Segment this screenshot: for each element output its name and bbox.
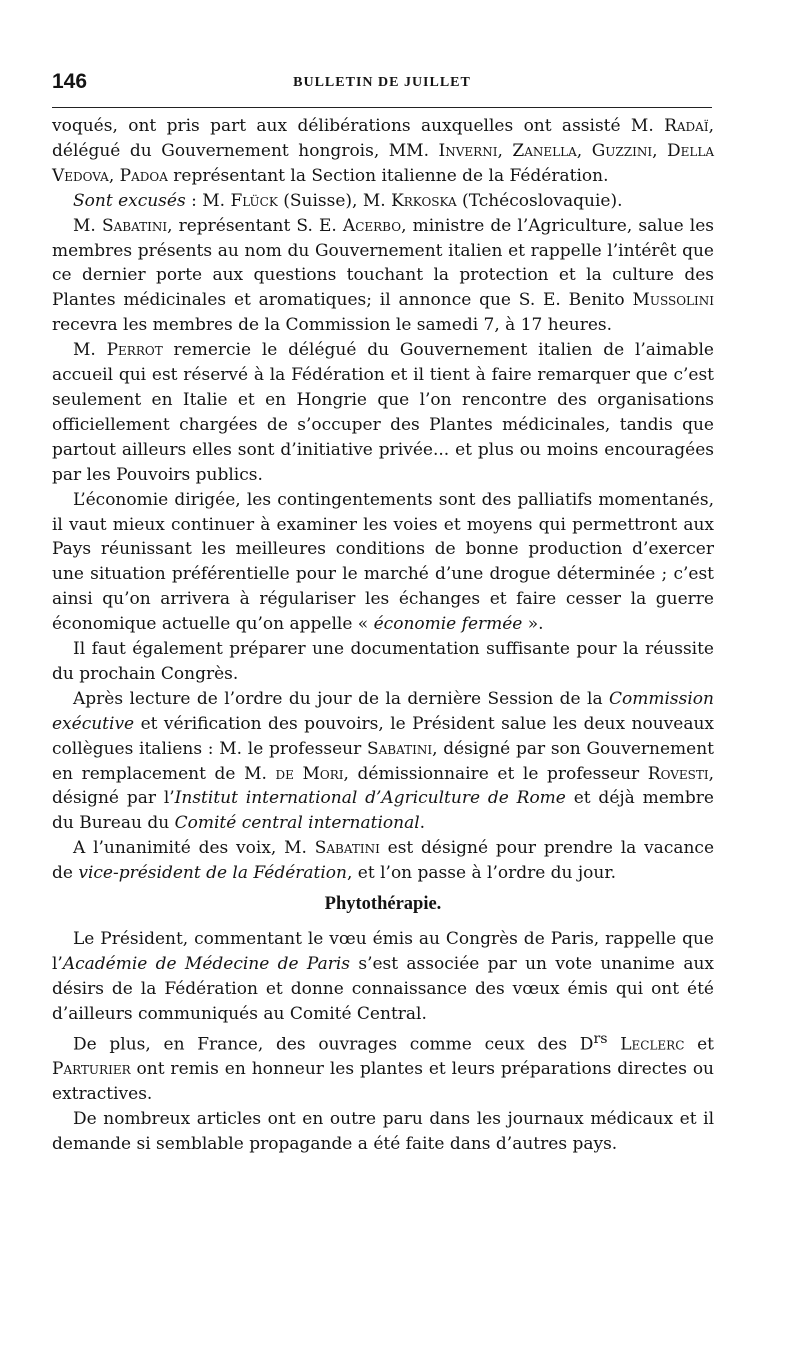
body-text [52, 114, 714, 1157]
paragraph-sabatini: M. Sabatini, représentant S. E. Acerbo, ministre de l’Agriculture, salue les membres présents au nom du Gouvernement italien et rappelle l’intérêt que ce dernier porte aux questions touchant la protection et la culture des Plantes médicinales et aromatiques; il annonce que S. E. Benito Mussolini recevra les membres de la Commission le samedi 7, à 17 heures. [52, 215, 715, 336]
paragraph-unanimite: A l’unanimité des voix, M. Sabatini est désigné pour prendre la vacance de vice-président de la Fédération, et l’on passe à l’ordre du jour. [52, 838, 715, 884]
paragraph-documentation: Il faut également préparer une documentation suffisante pour la réussite du prochain Congrès. [52, 639, 714, 684]
page-header [52, 70, 712, 100]
section-heading: Phytothérapie. [324, 894, 442, 915]
paragraph-commission: Après lecture de l’ordre du jour de la dernière Session de la Commission exécutive et vérification des pouvoirs, le Président salue les deux nouveaux collègues italiens : M. le professeur Sabatini, désigné par son Gouvernement en remplacement de M. de Mori, démissionnaire et le professeur Rovesti, désigné par l’Institut international d’Agriculture de Rome et déjà membre du Bureau du Comité central international. [52, 688, 714, 834]
running-title: BULLETIN DE JUILLET [293, 75, 471, 90]
paragraph-president: Le Président, commentant le vœu émis au Congrès de Paris, rappelle que l’Académie de Médecine de Paris s’est associée par un vote unanime aux désirs de la Fédération et donne connaissance des vœux émis qui ont été d’ailleurs communiqués au Comité Central. [52, 929, 714, 1024]
header-rule [52, 107, 712, 108]
page-number: 146 [52, 70, 88, 93]
paragraph-excused: Sont excusés : M. Flück (Suisse), M. Krkoska (Tchécoslovaquie). [73, 190, 623, 211]
paragraph-france: De plus, en France, des ouvrages comme ceux des $D^{rs}$ Leclerc et Parturier ont remis en honneur les plantes et leurs préparations directes ou extractives. [52, 1030, 715, 1105]
paragraph-economie: L’économie dirigée, les contingentements sont des palliatifs momentanés, il vaut mieux continuer à examiner les voies et moyens qui permettront aux Pays réunissant les meilleures conditions de bonne production d’exercer une situation préférentielle pour le marché d’une drogue déterminée ; c’est ainsi qu’on arrivera à régulariser les échanges et faire cesser la guerre économique actuelle qu’on appelle « économie fermée ». [52, 489, 714, 635]
paragraph-perrot: M. Perrot remercie le délégué du Gouvernement italien de l’aimable accueil qui est réservé à la Fédération et il tient à faire remarquer que c’est seulement en Italie et en Hongrie que l’on rencontre des organisations officiellement chargées de s’occuper des Plantes médicinales, tandis que partout ailleurs elles sont d’initiative privée... et plus ou moins encouragées par les Pouvoirs publics. [52, 340, 714, 485]
paragraph-delegates: voqués, ont pris part aux délibérations auxquelles ont assisté M. Radaï, délégué du Gouvernement hongrois, MM. Inverni, Zanella, Guzzini, Della Vedova, Padoa représentant la Section italienne de la Fédération. [52, 116, 715, 186]
paragraph-articles: De nombreux articles ont en outre paru dans les journaux médicaux et il demande si semblable propagande a été faite dans d’autres pays. [52, 1109, 714, 1154]
